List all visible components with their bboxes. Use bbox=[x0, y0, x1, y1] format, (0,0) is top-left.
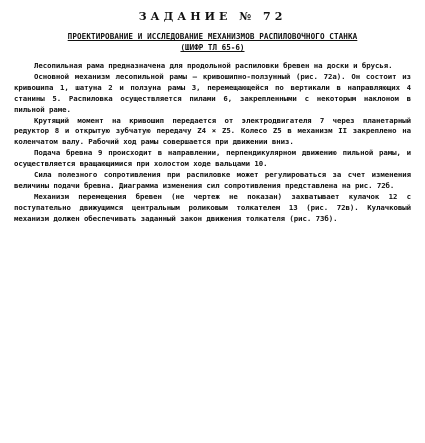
assignment-code: (ШИФР ТЛ 65-6) bbox=[180, 43, 245, 52]
assignment-title: ЗАДАНИЕ № 72 bbox=[138, 10, 287, 23]
assignment-subtitle: ПРОЕКТИРОВАНИЕ И ИССЛЕДОВАНИЕ МЕХАНИЗМОВ РАСПИЛОВОЧНОГО СТАНКА bbox=[67, 32, 358, 41]
paragraph-6: Механизм перемещения бревен (не чертеж не показан) захватывает кулачок 12 с поступательно движущимся центральным роликовым толкателем 13 (рис. 72в). Кулачковый механизм должен обеспечивать заданный закон движения толкателя (рис. 73б). bbox=[14, 191, 411, 223]
paragraph-5: Сила полезного сопротивления при распиловке может регулироваться за счет изменения величины подачи бревна. Диаграмма изменения сил сопротивления представлена на рис. 72б. bbox=[14, 170, 411, 190]
paragraph-3: Крутящий момент на кривошип передается от электродвигателя 7 через планетарный редуктор 8 и открытую зубчатую передачу Z4 × Z5. Колесо Z5 в механизм II закреплено на коленчатом валу. Рабочий ход рамы совершается при движении вниз. bbox=[14, 115, 411, 147]
paragraph-1: Лесопильная рама предназначена для продольной распиловки бревен на доски и брусья. bbox=[34, 61, 393, 70]
paragraph-4: Подача бревна 9 происходит в направлении, перпендикулярном движению пильной рамы, и осуществляется вращающимися при холостом ходе вальцами 10. bbox=[14, 148, 411, 169]
paragraph-2: Основной механизм лесопильной рамы — кривошипно-ползунный (рис. 72а). Он состоит из кривошипа 1, шатуна 2 и ползуна рамы 3, перемещающейся по вертикали в направляющих 4 станины 5. Распиловка осуществляется пилами 6, закрепленными с некоторым наклоном в пильной раме. bbox=[14, 71, 411, 114]
body-text bbox=[14, 61, 411, 225]
